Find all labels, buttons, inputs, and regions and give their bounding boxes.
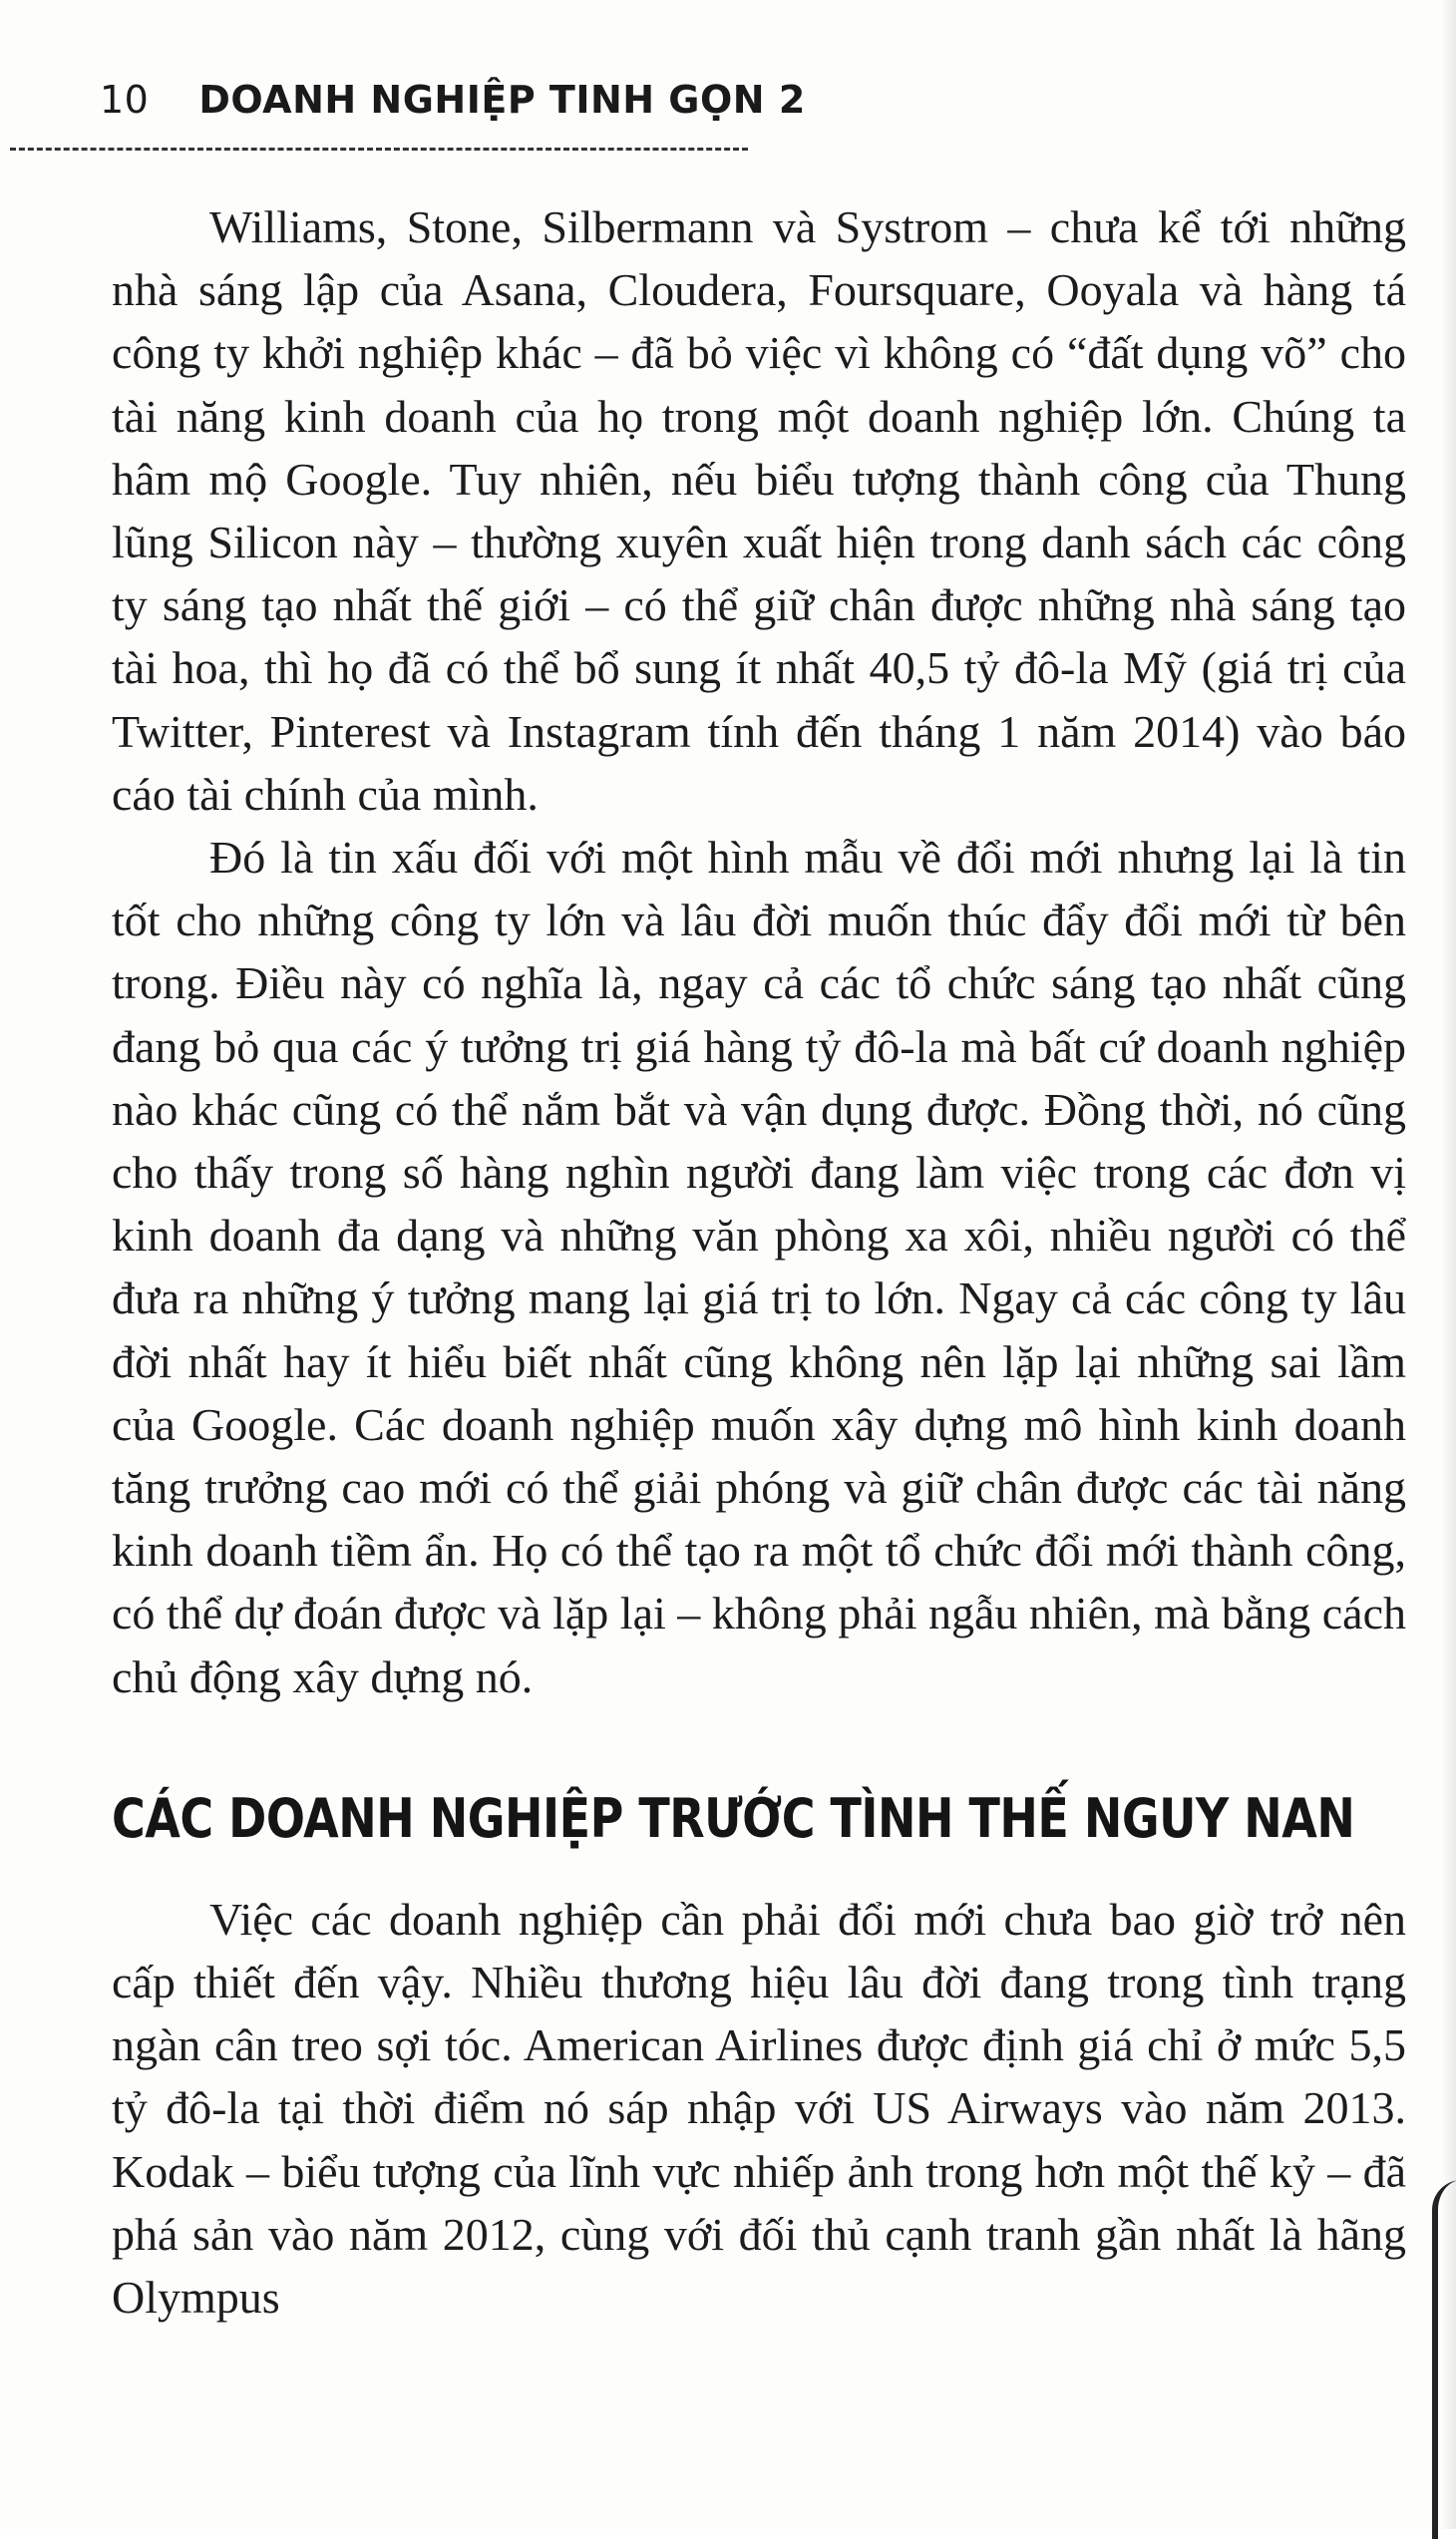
running-header — [100, 78, 806, 122]
paragraph-2: Đó là tin xấu đối với một hình mẫu về đổi mới nhưng lại là tin tốt cho những công ty lớn và lâu đời muốn thúc đẩy đổi mới từ bên trong. Điều này có nghĩa là, ngay cả các tổ chức sáng tạo nhất cũng đang bỏ qua các ý tưởng trị giá hàng tỷ đô-la mà bất cứ doanh nghiệp nào khác cũng có thể nắm bắt và vận dụng được. Đồng thời, nó cũng cho thấy trong số hàng nghìn người đang làm việc trong các đơn vị kinh doanh đa dạng và những văn phòng xa xôi, nhiều người có thể đưa ra những ý tưởng mang lại giá trị to lớn. Ngay cả các công ty lâu đời nhất hay ít hiểu biết nhất cũng không nên lặp lại những sai lầm của Google. Các doanh nghiệp muốn xây dựng mô hình kinh doanh tăng trưởng cao mới có thể giải phóng và giữ chân được các tài năng kinh doanh tiềm ẩn. Họ có thể tạo ra một tổ chức đổi mới thành công, có thể dự đoán được và lặp lại – không phải ngẫu nhiên, mà bằng cách chủ động xây dựng nó. — [112, 832, 1406, 1702]
page-number: 10 — [100, 78, 150, 122]
page-corner-curl — [1432, 2180, 1456, 2539]
book-title: DOANH NGHIỆP TINH GỌN 2 — [198, 78, 806, 122]
section-heading: CÁC DOANH NGHIỆP TRƯỚC TÌNH THẾ NGUY NAN — [112, 1786, 1355, 1850]
body-text — [112, 195, 1406, 2329]
page-edge-shadow — [1442, 0, 1456, 2529]
paragraph-1: Williams, Stone, Silbermann và Systrom – chưa kể tới những nhà sáng lập của Asana, Cloudera, Foursquare, Ooyala và hàng tá công ty khởi nghiệp khác – đã bỏ việc vì không có “đất dụng võ” cho tài năng kinh doanh của họ trong một doanh nghiệp lớn. Chúng ta hâm mộ Google. Tuy nhiên, nếu biểu tượng thành công của Thung lũng Silicon này – thường xuyên xuất hiện trong danh sách các công ty sáng tạo nhất thế giới – có thể giữ chân được những nhà sáng tạo tài hoa, thì họ đã có thể bổ sung ít nhất 40,5 tỷ đô-la Mỹ (giá trị của Twitter, Pinterest và Instagram tính đến tháng 1 năm 2014) vào báo cáo tài chính của mình. — [112, 201, 1406, 820]
paragraph-3: Việc các doanh nghiệp cần phải đổi mới chưa bao giờ trở nên cấp thiết đến vậy. Nhiều thương hiệu lâu đời đang trong tình trạng ngàn cân treo sợi tóc. American Airlines được định giá chỉ ở mức 5,5 tỷ đô-la tại thời điểm nó sáp nhập với US Airways vào năm 2013. Kodak – biểu tượng của lĩnh vực nhiếp ảnh trong hơn một thế kỷ – đã phá sản vào năm 2012, cùng với đối thủ cạnh tranh gần nhất là hãng Olympus — [112, 1893, 1406, 2324]
header-divider — [10, 148, 748, 151]
